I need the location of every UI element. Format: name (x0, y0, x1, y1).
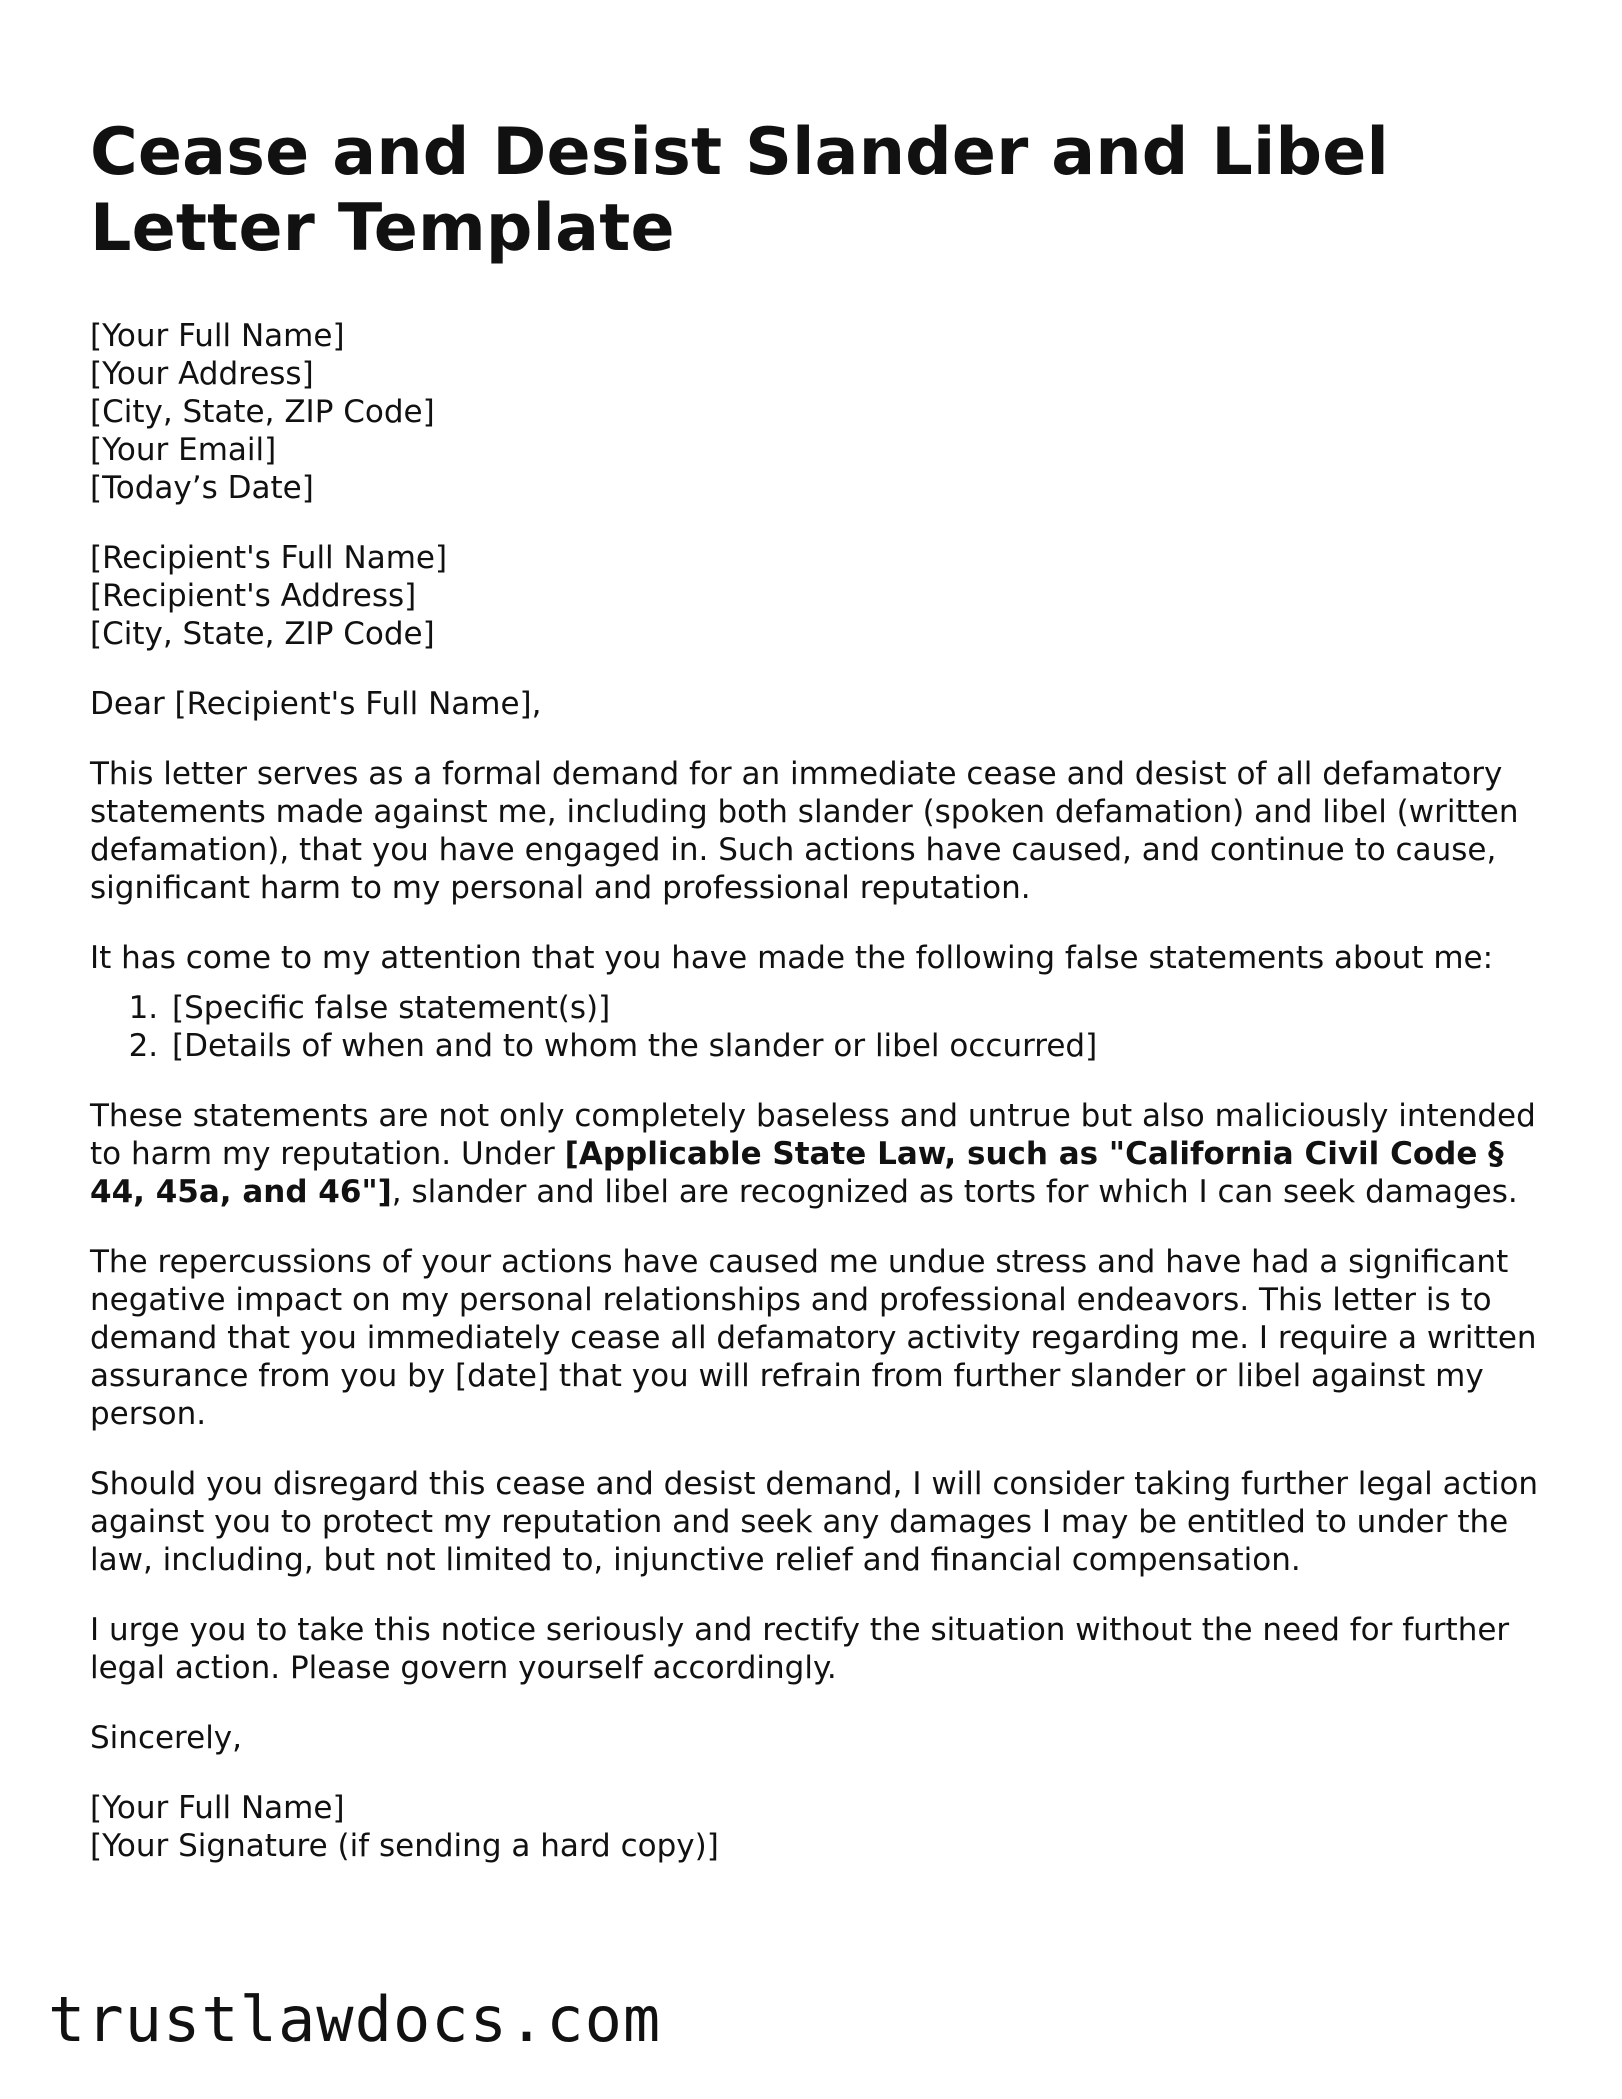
signature-name: [Your Full Name] (90, 1790, 345, 1826)
document-title: Cease and Desist Slander and Libel Letter Template (90, 115, 1389, 266)
false-statements-list (90, 989, 1540, 1065)
letter-date: [Today’s Date] (90, 470, 314, 506)
paragraph-warning: Should you disregard this cease and desist demand, I will consider taking further legal action against you to protect my reputation and seek any damages I may be entitled to under the law, including, but not limited to, injunctive relief and financial compensation. (90, 1466, 1539, 1578)
paragraph-urge: I urge you to take this notice seriously and rectify the situation without the need for further legal action. Please govern yourself accordingly. (90, 1612, 1510, 1686)
sender-address-block (90, 317, 1540, 507)
applicable-law-placeholder: [Applicable State Law, such as "California Civil Code § 44, 45a, and 46"] (90, 1136, 1504, 1210)
paragraph-legal-basis (90, 1097, 1540, 1211)
recipient-city-state-zip: [City, State, ZIP Code] (90, 616, 435, 652)
signature-line: [Your Signature (if sending a hard copy)] (90, 1828, 719, 1864)
paragraph-demand: This letter serves as a formal demand for an immediate cease and desist of all defamatory statements made against me, including both slander (spoken defamation) and libel (written defamation), that you have engaged in. Such actions have caused, and continue to cause, significant harm to my personal and professional reputation. (90, 756, 1519, 906)
sender-name: [Your Full Name] (90, 318, 345, 354)
paragraph-false-statements-intro: It has come to my attention that you have made the following false statements about me: (90, 940, 1494, 976)
recipient-name: [Recipient's Full Name] (90, 540, 448, 576)
closing: Sincerely, (90, 1720, 243, 1756)
list-item: 2. [Details of when and to whom the slander or libel occurred] (168, 1027, 1540, 1065)
legal-basis-text-before: These statements are not only completely baseless and untrue but also maliciously intended to harm my reputation. Under (90, 1098, 1536, 1172)
sender-address: [Your Address] (90, 356, 314, 392)
recipient-address: [Recipient's Address] (90, 578, 417, 614)
site-watermark: trustlawdocs.com (48, 1983, 662, 2056)
legal-basis-text-after: , slander and libel are recognized as torts for which I can seek damages. (391, 1174, 1518, 1210)
list-item: 1. [Specific false statement(s)] (168, 989, 1540, 1027)
recipient-address-block (90, 539, 1540, 653)
paragraph-repercussions: The repercussions of your actions have caused me undue stress and have had a significant negative impact on my personal relationships and professional endeavors. This letter is to demand that you immediately cease all defamatory activity regarding me. I require a written assurance from you by [date] that you will refrain from further slander or libel against my person. (90, 1244, 1537, 1432)
sender-email: [Your Email] (90, 432, 277, 468)
salutation: Dear [Recipient's Full Name], (90, 686, 542, 722)
sender-city-state-zip: [City, State, ZIP Code] (90, 394, 435, 430)
letter-page (90, 115, 1540, 1897)
signature-block (90, 1789, 1540, 1865)
